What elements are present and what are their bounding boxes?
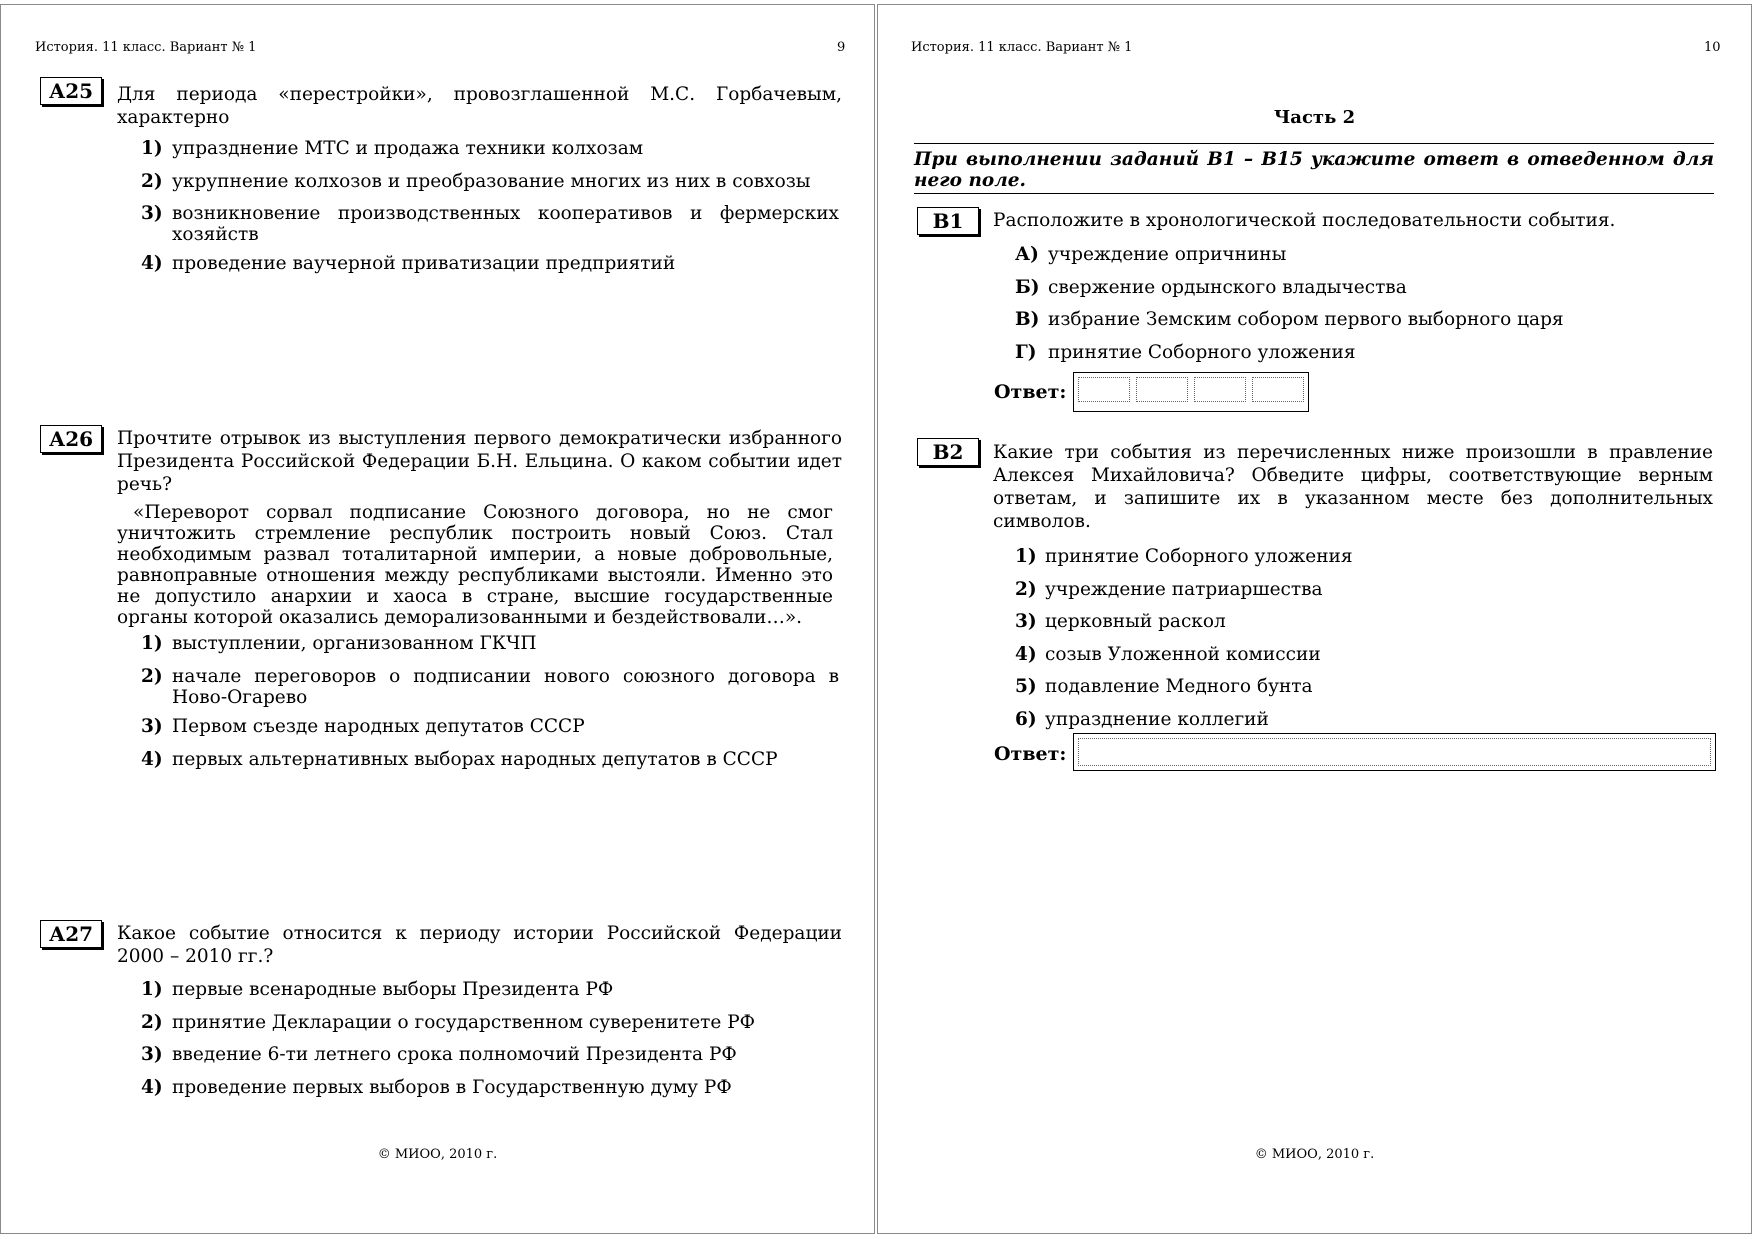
task-question-b2: Какие три события из перечисленных ниже произошли в правление Алексея Михайловича? Обведите цифры, соответствующие верным ответам, и запишите их в указанном месте без дополнительных символов. <box>993 442 1713 532</box>
divider <box>914 143 1714 144</box>
page-footer: © МИОО, 2010 г. <box>377 1147 498 1162</box>
task-question-b1: Расположите в хронологической последовательности события. <box>993 210 1616 231</box>
option: 4) проведение первых выборов в Государственную думу РФ <box>141 1077 732 1098</box>
option: 6) упразднение коллегий <box>1015 709 1269 730</box>
option: 2) начале переговоров о подписании нового союзного договора в Ново-Огарево <box>141 666 839 708</box>
option: 4) проведение ваучерной приватизации предприятий <box>141 253 676 274</box>
option: А) учреждение опричнины <box>1015 244 1287 265</box>
option: 2) укрупнение колхозов и преобразование многих из них в совхозы <box>141 171 811 192</box>
option: 2) учреждение патриаршества <box>1015 579 1323 600</box>
left-page <box>0 4 875 1234</box>
right-page <box>877 4 1752 1234</box>
page-number: 10 <box>1704 40 1721 55</box>
option: Б) свержение ордынского владычества <box>1015 277 1407 298</box>
answer-cell-3[interactable] <box>1194 377 1246 402</box>
task-question-a27: Какое событие относится к периоду истории Российской Федерации 2000 – 2010 гг.? <box>117 923 842 967</box>
page-number: 9 <box>837 40 846 55</box>
task-question-a25: Для периода «перестройки», провозглашенной М.С. Горбачевым, характерно <box>117 84 842 128</box>
task-label-a25: А25 <box>40 77 102 105</box>
option: 3) введение 6-ти летнего срока полномочий Президента РФ <box>141 1044 737 1065</box>
option: 3) церковный раскол <box>1015 611 1226 632</box>
option: 1) принятие Соборного уложения <box>1015 546 1353 567</box>
answer-input-area[interactable] <box>1078 738 1711 766</box>
page-header: История. 11 класс. Вариант № 1 <box>35 40 257 55</box>
option: 2) принятие Декларации о государственном суверенитете РФ <box>141 1012 756 1033</box>
divider <box>914 193 1714 194</box>
task-label-a27: А27 <box>40 920 102 948</box>
page-footer: © МИОО, 2010 г. <box>1254 1147 1375 1162</box>
task-question-a26: Прочтите отрывок из выступления первого демократически избранного Президента Российской Федерации Б.Н. Ельцина. О каком событии идет речь? <box>117 428 842 495</box>
answer-label-b1: Ответ: <box>994 381 1067 403</box>
option: 1) выступлении, организованном ГКЧП <box>141 633 537 654</box>
answer-cell-4[interactable] <box>1252 377 1304 402</box>
option: Г) принятие Соборного уложения <box>1015 342 1356 363</box>
option: 5) подавление Медного бунта <box>1015 676 1313 697</box>
task-label-b2: В2 <box>917 438 979 466</box>
option: В) избрание Земским собором первого выборного царя <box>1015 309 1564 330</box>
task-label-a26: А26 <box>40 425 102 453</box>
answer-label-b2: Ответ: <box>994 743 1067 765</box>
page-header: История. 11 класс. Вариант № 1 <box>911 40 1133 55</box>
part-title: Часть 2 <box>1273 107 1356 128</box>
quote-passage: «Переворот сорвал подписание Союзного договора, но не смог уничтожить стремление республик построить новый Союз. Стал необходимым развал тоталитарной империи, а новые добровольные, равноправные отношения между республиками выстояли. Именно это не допустило анархии и хаоса в стране, высшие государственные органы которой оказались деморализованными и бездействовали…». <box>117 502 833 628</box>
instruction: При выполнении заданий В1 – В15 укажите ответ в отведенном для него поле. <box>914 149 1714 191</box>
option: 1) упразднение МТС и продажа техники колхозам <box>141 138 644 159</box>
option: 3) возникновение производственных кооперативов и фермерских хозяйств <box>141 203 839 245</box>
answer-cell-2[interactable] <box>1136 377 1188 402</box>
answer-field-b2[interactable] <box>1073 733 1716 771</box>
answer-cell-1[interactable] <box>1078 377 1130 402</box>
task-label-b1: В1 <box>917 207 979 235</box>
option: 3) Первом съезде народных депутатов СССР <box>141 716 585 737</box>
answer-field-b1[interactable] <box>1073 372 1309 412</box>
option: 4) созыв Уложенной комиссии <box>1015 644 1321 665</box>
option: 1) первые всенародные выборы Президента РФ <box>141 979 614 1000</box>
option: 4) первых альтернативных выборах народных депутатов в СССР <box>141 749 778 770</box>
